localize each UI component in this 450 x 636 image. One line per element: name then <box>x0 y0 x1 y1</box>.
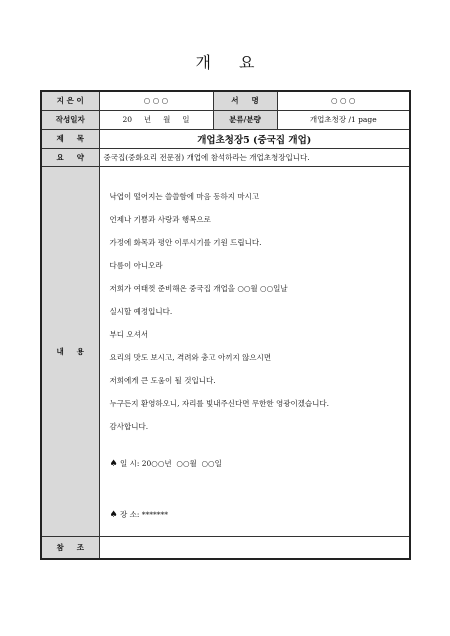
content-line: 감사합니다. <box>109 421 149 431</box>
content-line: 가정에 화목과 평안 이루시기를 기원 드립니다. <box>109 237 262 247</box>
category-value: 개업초청장 /1 page <box>277 110 410 129</box>
page-title-char-2: 요 <box>239 53 255 72</box>
content-body <box>99 166 410 536</box>
event-place <box>110 503 400 526</box>
content-line: 요리의 맛도 보시고, 격려와 충고 아끼지 않으시면 <box>109 352 272 362</box>
content-label: 내 용 <box>41 166 99 536</box>
content-line: 다름이 아니오라 <box>109 260 163 270</box>
event-date-text: 일 시: 20○○년 ○○월 ○○일 <box>119 458 222 468</box>
summary-label: 요 약 <box>41 148 99 166</box>
document-form <box>40 90 411 560</box>
content-line: 누구든지 환영하오니, 자리를 빛내주신다면 무한한 영광이겠습니다. <box>109 398 330 408</box>
author-label: 지 은 이 <box>41 91 99 110</box>
summary-value: 중국집(중화요리 전문점) 개업에 참석하라는 개업초청장입니다. <box>99 148 410 166</box>
content-line: 실시할 예정입니다. <box>109 306 173 316</box>
signature-value: ○ ○ ○ <box>277 91 410 110</box>
reference-value <box>99 536 410 559</box>
page-title-char-1: 개 <box>195 53 211 72</box>
date-label: 작성일자 <box>41 110 99 129</box>
author-value: ○ ○ ○ <box>99 91 213 110</box>
content-line: 부디 오셔서 <box>109 329 149 339</box>
content-line: 낙엽이 떨어지는 쓸쓸함에 마음 동하지 마시고 <box>109 191 260 201</box>
category-label: 분류/분량 <box>213 110 277 129</box>
signature-label: 서 명 <box>213 91 277 110</box>
content-line: 저희가 여태껏 준비해온 중국집 개업을 ○○월 ○○일날 <box>109 283 288 293</box>
date-value: 20 년 월 일 <box>99 110 213 129</box>
subject-value: 개업초청장5 (중국집 개업) <box>99 129 410 148</box>
reference-label: 참 조 <box>41 536 99 559</box>
content-line: 저희에게 큰 도움이 될 것입니다. <box>109 375 216 385</box>
subject-label: 제 목 <box>41 129 99 148</box>
event-date <box>110 452 400 475</box>
page-title <box>0 50 450 73</box>
content-line: 언제나 기쁨과 사랑과 행복으로 <box>109 214 211 224</box>
spade-icon: ♠ <box>109 509 118 520</box>
event-place-text: 장 소: ******* <box>119 509 169 519</box>
spade-icon: ♠ <box>109 458 118 469</box>
